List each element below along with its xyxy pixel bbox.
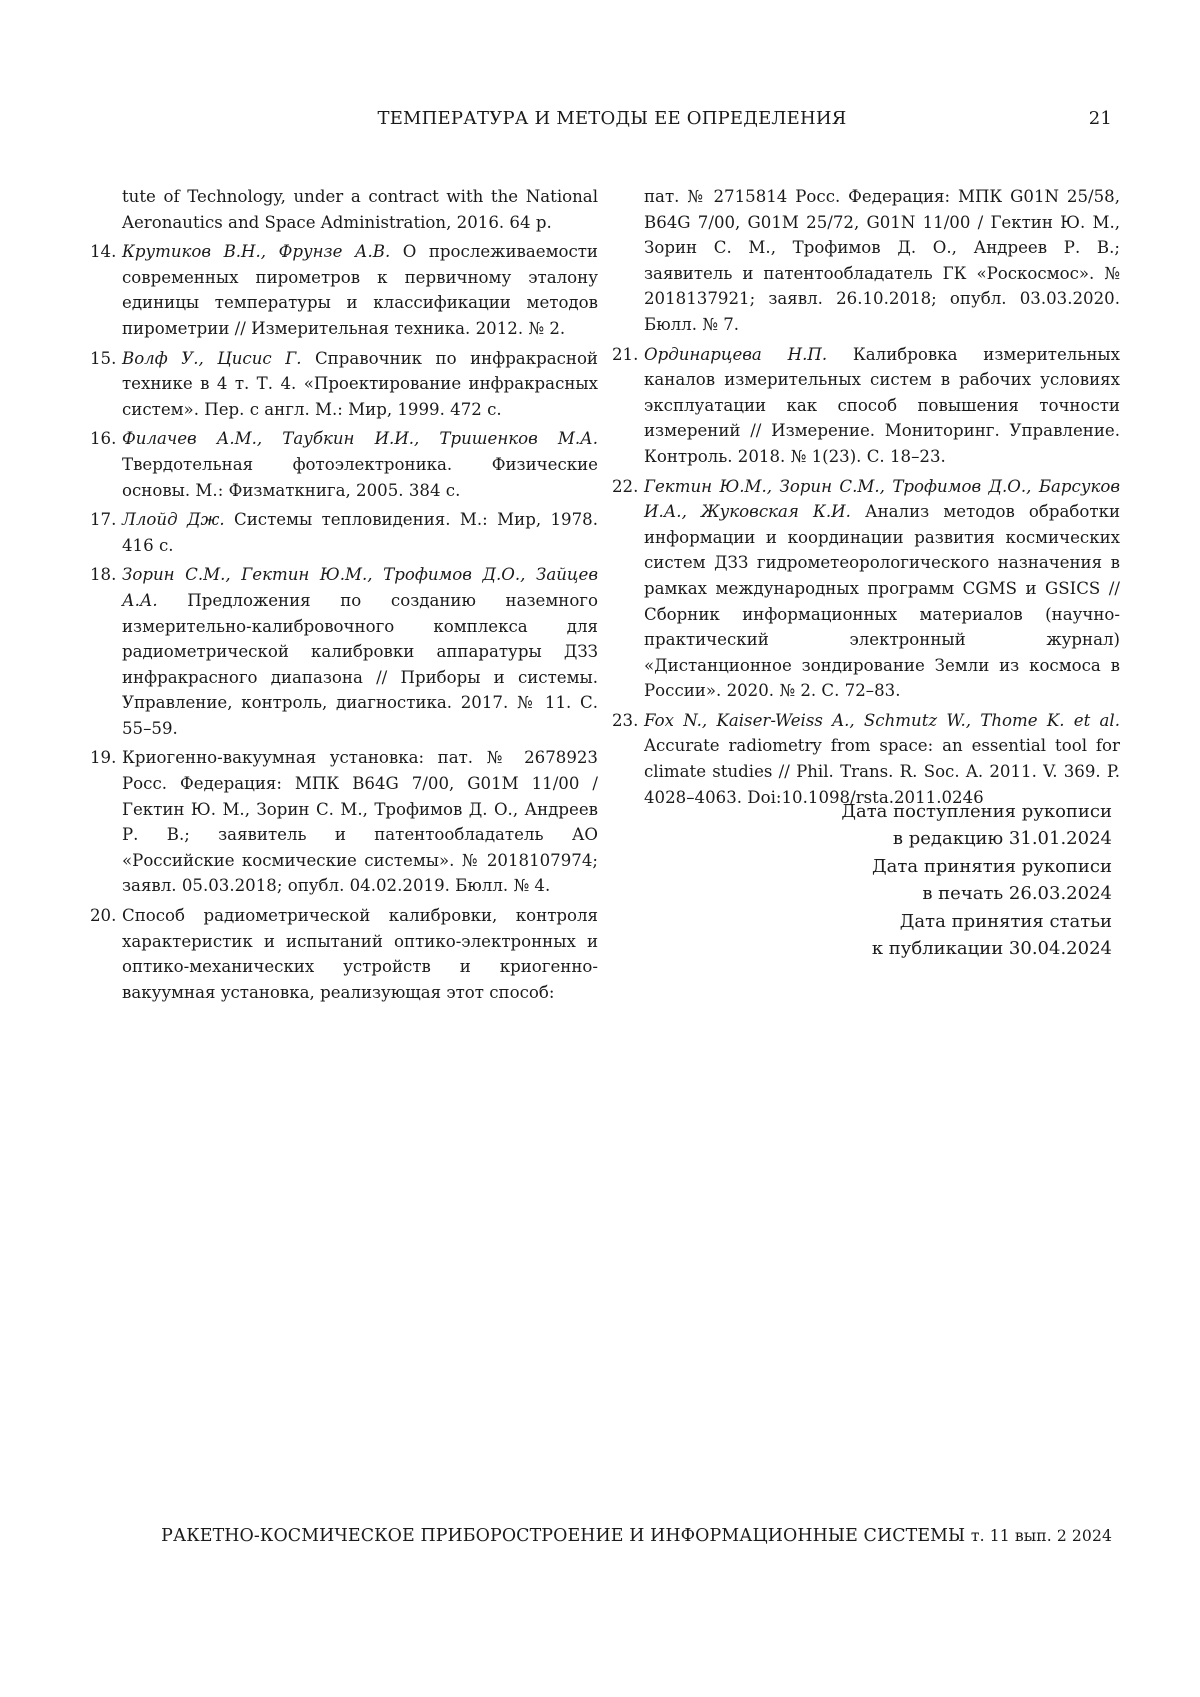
reference-entry <box>90 745 598 899</box>
publication-date: к публикации 30.04.2024 <box>871 938 1112 960</box>
reference-entry <box>90 239 598 341</box>
reference-entry <box>90 562 598 741</box>
reference-text: tute of Technology, under a contract with the National Aeronautics and Space Administration, 2016. 64 p. <box>122 187 598 232</box>
reference-number: 16. <box>90 429 117 449</box>
reference-number: 23. <box>612 710 639 730</box>
page-number: 21 <box>1088 108 1112 129</box>
journal-footer <box>112 1526 1112 1546</box>
references-right-column <box>612 184 1120 814</box>
journal-issue: т. 11 вып. 2 2024 <box>970 1527 1112 1545</box>
reference-entry <box>90 426 598 503</box>
reference-text: О прослеживаемости современных пирометров к первичному эталону единицы температуры и классификации методов пирометрии // Измерительная техника. 2012. № 2. <box>122 242 598 338</box>
reference-number: 17. <box>90 510 117 530</box>
reference-authors: Филачев А.М., Таубкин И.И., Тришенков М.А. <box>122 429 598 449</box>
reference-number: 18. <box>90 565 117 585</box>
reference-text: Анализ методов обработки информации и координации развития космических систем ДЗЗ гидрометеорологического назначения в рамках международных программ CGMS и GSICS // Сборник информационных материалов (научно-практический электронный журнал) «Дистанционное зондирование Земли из космоса в России». 2020. № 2. С. 72–83. <box>644 502 1121 701</box>
reference-entry <box>612 474 1120 704</box>
journal-name: РАКЕТНО-КОСМИЧЕСКОЕ ПРИБОРОСТРОЕНИЕ И ИНФОРМАЦИОННЫЕ СИСТЕМЫ <box>161 1526 966 1546</box>
reference-number: 21. <box>612 344 639 364</box>
reference-number: 19. <box>90 748 117 768</box>
reference-text: Криогенно-вакуумная установка: пат. № 2678923 Росс. Федерация: МПК B64G 7/00, G01M 11/00 / Гектин Ю. М., Зорин С. М., Трофимов Д. О., Андреев Р. В.; заявитель и патентообладатель АО «Российские космические системы». № 2018107974; заявл. 05.03.2018; опубл. 04.02.2019. Бюлл. № 4. <box>122 748 598 896</box>
references-left-column <box>90 184 598 1009</box>
reference-authors: Зорин С.М., Гектин Ю.М., Трофимов Д.О., Зайцев А.А. <box>122 565 598 610</box>
reference-entry <box>90 903 598 1005</box>
reference-text: пат. № 2715814 Росс. Федерация: МПК G01N 25/58, B64G 7/00, G01M 25/72, G01N 11/00 / Гектин Ю. М., Зорин С. М., Трофимов Д. О., Андреев Р. В.; заявитель и патентообладатель ГК «Роскосмос». № 2018137921; заявл. 26.10.2018; опубл. 03.03.2020. Бюлл. № 7. <box>644 187 1120 334</box>
reference-text: Справочник по инфракрасной технике в 4 т. Т. 4. «Проектирование инфракрасных систем». Пер. с англ. М.: Мир, 1999. 472 с. <box>122 348 598 419</box>
submission-dates <box>800 798 1112 962</box>
reference-number: 22. <box>612 476 639 496</box>
reference-entry <box>612 184 1120 338</box>
accepted-label: Дата принятия рукописи <box>872 855 1112 877</box>
reference-text: Способ радиометрической калибровки, контроля характеристик и испытаний оптико-электронных и оптико-механических устройств и криогенно-вакуумная установка, реализующая этот способ: <box>122 906 598 1002</box>
reference-text: Предложения по созданию наземного измерительно-калибровочного комплекса для радиометрической калибровки аппаратуры ДЗЗ инфракрасного диапазона // Приборы и системы. Управление, контроль, диагностика. 2017. № 11. С. 55–59. <box>122 590 598 738</box>
reference-entry <box>612 708 1120 810</box>
reference-number: 20. <box>90 906 117 926</box>
reference-text: Системы тепловидения. М.: Мир, 1978. 416 с. <box>122 510 598 555</box>
reference-text: Accurate radiometry from space: an essential tool for climate studies // Phil. Trans. R. Soc. A. 2011. V. 369. P. 4028–4063. Doi:10.1098/rsta.2011.0246 <box>644 736 1120 807</box>
reference-entry <box>90 184 598 235</box>
reference-text: Твердотельная фотоэлектроника. Физические основы. М.: Физматкнига, 2005. 384 с. <box>122 454 598 500</box>
running-head <box>112 108 1112 136</box>
running-head-title: ТЕМПЕРАТУРА И МЕТОДЫ ЕЕ ОПРЕДЕЛЕНИЯ <box>377 108 847 129</box>
reference-authors: Ординарцева Н.П. <box>644 344 828 364</box>
publication-label: Дата принятия статьи <box>899 910 1112 932</box>
reference-number: 15. <box>90 348 117 368</box>
reference-entry <box>612 342 1120 470</box>
reference-number: 14. <box>90 242 117 262</box>
reference-text: Калибровка измерительных каналов измерительных систем в рабочих условиях эксплуатации как способ повышения точности измерений // Измерение. Мониторинг. Управление. Контроль. 2018. № 1(23). С. 18–23. <box>644 344 1120 466</box>
accepted-date: в печать 26.03.2024 <box>922 883 1112 905</box>
reference-entry <box>90 507 598 558</box>
reference-authors: Гектин Ю.М., Зорин С.М., Трофимов Д.О., Барсуков И.А., Жуковская К.И. <box>644 476 1120 522</box>
received-date: в редакцию 31.01.2024 <box>892 828 1112 850</box>
reference-authors: Ллойд Дж. <box>122 510 225 530</box>
reference-entry <box>90 346 598 423</box>
received-label: Дата поступления рукописи <box>841 801 1112 822</box>
reference-authors: Волф У., Цисис Г. <box>122 348 302 368</box>
reference-authors: Крутиков В.Н., Фрунзе А.В. <box>122 242 391 262</box>
reference-authors: Fox N., Kaiser-Weiss A., Schmutz W., Thome K. et al. <box>644 710 1120 730</box>
